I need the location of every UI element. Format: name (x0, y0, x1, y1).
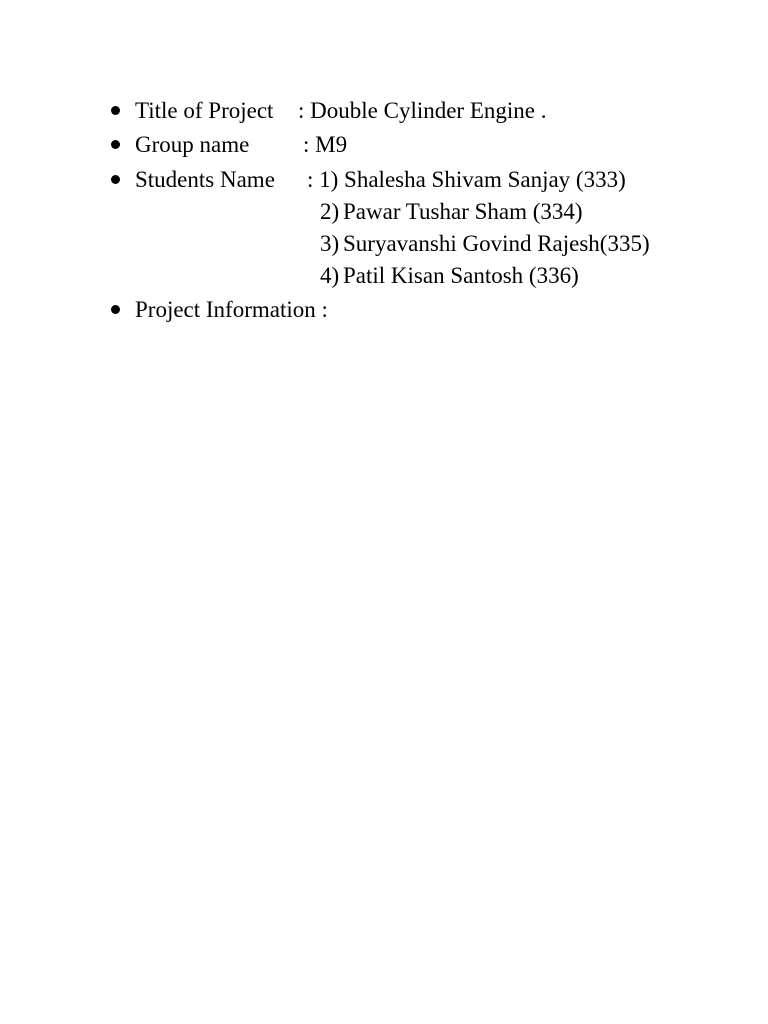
student-1: : 1) Shalesha Shivam Sanjay (333) (307, 167, 626, 192)
student-3-name: Suryavanshi Govind Rajesh(335) (343, 231, 650, 256)
bullet-icon (111, 305, 120, 314)
student-3-number: 3) (320, 231, 340, 256)
bullet-icon (111, 106, 120, 115)
bullet-icon (111, 140, 120, 149)
project-title-value: : Double Cylinder Engine . (298, 98, 547, 123)
student-2-number: 2) (320, 199, 340, 224)
group-name-value: : M9 (303, 132, 348, 157)
project-title-label: Title of Project (135, 98, 274, 123)
student-2-name: Pawar Tushar Sham (334) (343, 199, 583, 224)
project-information-label: Project Information : (135, 297, 328, 322)
bullet-icon (111, 175, 120, 184)
student-4-name: Patil Kisan Santosh (336) (343, 263, 579, 288)
group-name-label: Group name (135, 132, 250, 157)
student-4-number: 4) (320, 263, 340, 288)
students-name-label: Students Name (135, 167, 275, 192)
